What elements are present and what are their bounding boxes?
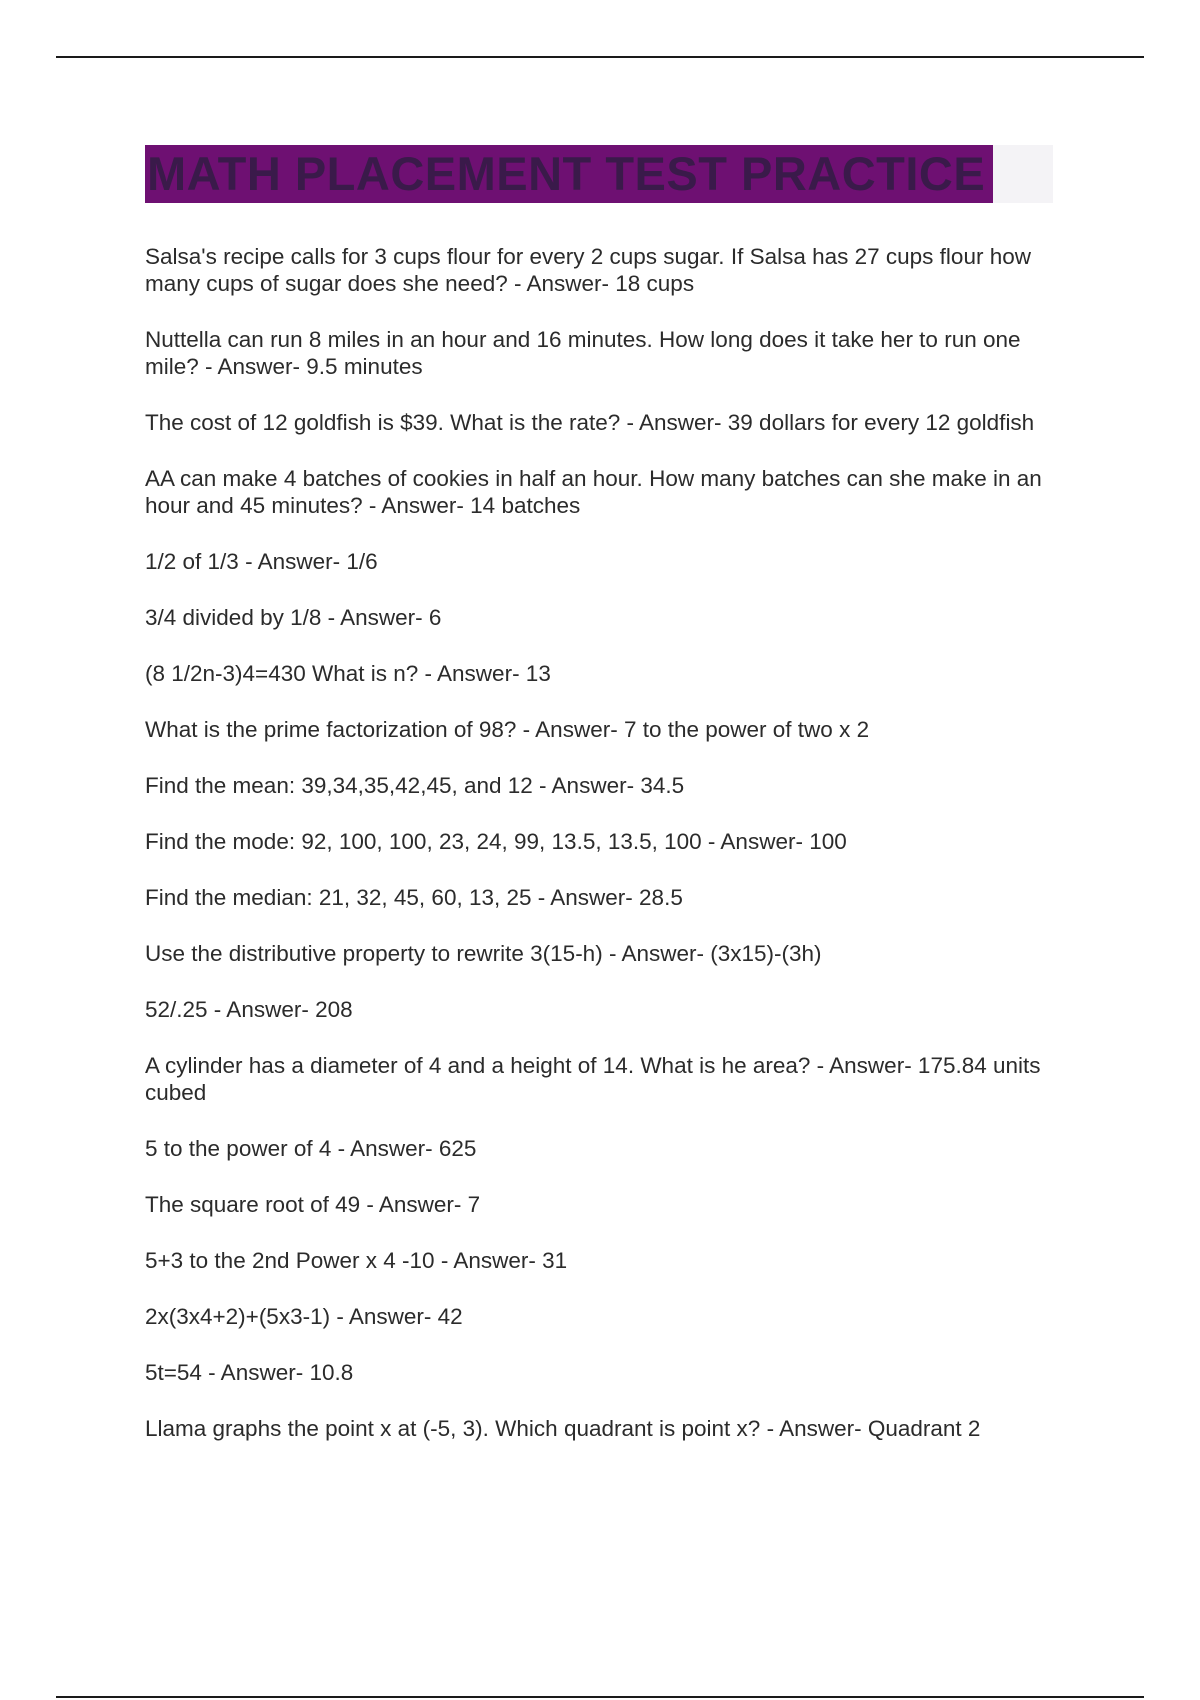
question-item: Find the median: 21, 32, 45, 60, 13, 25 - Answer- 28.5 xyxy=(145,885,683,910)
question-list xyxy=(145,243,1060,1471)
question-item: Salsa's recipe calls for 3 cups flour for every 2 cups sugar. If Salsa has 27 cups flour how many cups of sugar does she need? - Answer- 18 cups xyxy=(145,244,1031,296)
question-item: 5 to the power of 4 - Answer- 625 xyxy=(145,1136,477,1161)
question-item: Nuttella can run 8 miles in an hour and 16 minutes. How long does it take her to run one mile? - Answer- 9.5 minutes xyxy=(145,327,1021,379)
question-item: Find the mode: 92, 100, 100, 23, 24, 99, 13.5, 13.5, 100 - Answer- 100 xyxy=(145,829,847,854)
title-highlight xyxy=(145,145,993,203)
question-item: 1/2 of 1/3 - Answer- 1/6 xyxy=(145,549,378,574)
top-rule xyxy=(56,56,1144,58)
question-item: 5+3 to the 2nd Power x 4 -10 - Answer- 31 xyxy=(145,1248,568,1273)
question-item: Find the mean: 39,34,35,42,45, and 12 - Answer- 34.5 xyxy=(145,773,685,798)
question-item: AA can make 4 batches of cookies in half an hour. How many batches can she make in an hour and 45 minutes? - Answer- 14 batches xyxy=(145,466,1042,518)
question-item: 5t=54 - Answer- 10.8 xyxy=(145,1360,354,1385)
question-item: Use the distributive property to rewrite 3(15-h) - Answer- (3x15)-(3h) xyxy=(145,941,822,966)
title-banner xyxy=(145,145,1053,203)
question-item: (8 1/2n-3)4=430 What is n? - Answer- 13 xyxy=(145,661,551,686)
question-item: Llama graphs the point x at (-5, 3). Which quadrant is point x? - Answer- Quadrant 2 xyxy=(145,1416,981,1441)
question-item: 3/4 divided by 1/8 - Answer- 6 xyxy=(145,605,442,630)
question-item: What is the prime factorization of 98? - Answer- 7 to the power of two x 2 xyxy=(145,717,870,742)
bottom-rule xyxy=(56,1696,1144,1698)
question-item: The square root of 49 - Answer- 7 xyxy=(145,1192,481,1217)
question-item: 52/.25 - Answer- 208 xyxy=(145,997,353,1022)
question-item: The cost of 12 goldfish is $39. What is the rate? - Answer- 39 dollars for every 12 goldfish xyxy=(145,410,1035,435)
question-item: 2x(3x4+2)+(5x3-1) - Answer- 42 xyxy=(145,1304,463,1329)
page-title: MATH PLACEMENT TEST PRACTICE xyxy=(147,147,986,200)
question-item: A cylinder has a diameter of 4 and a height of 14. What is he area? - Answer- 175.84 units cubed xyxy=(145,1053,1041,1105)
